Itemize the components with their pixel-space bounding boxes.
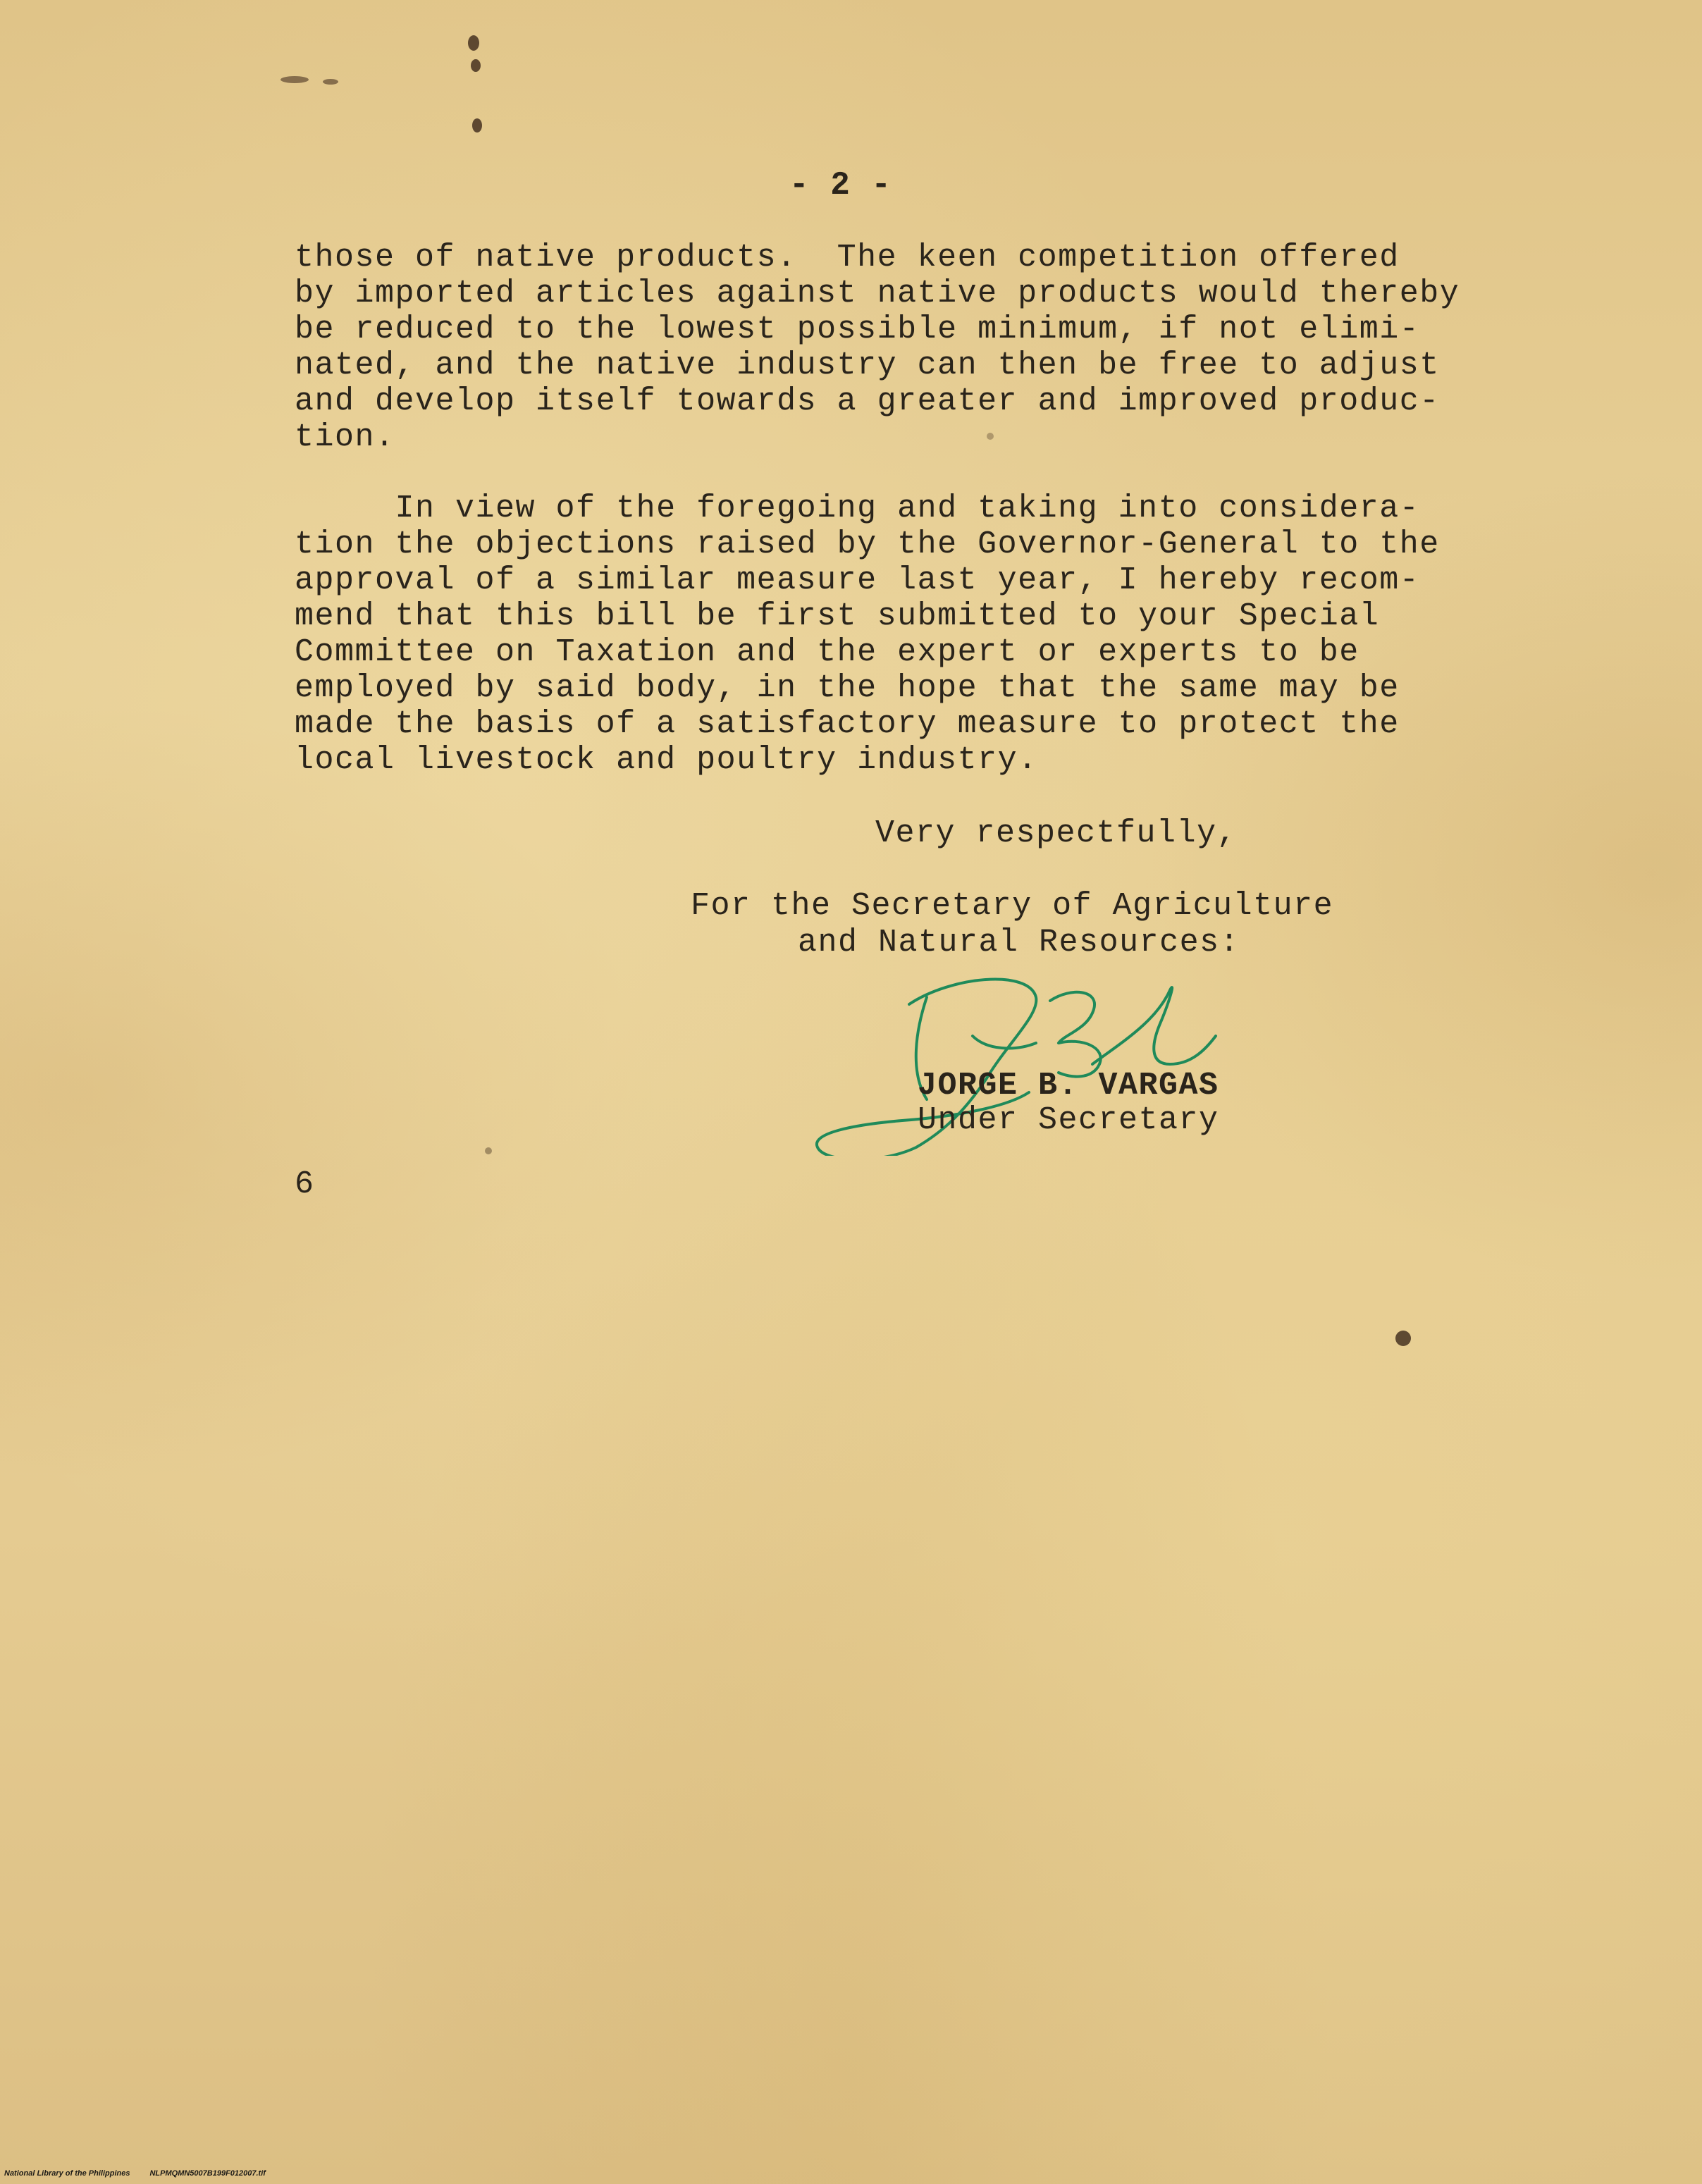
on-behalf-line-1: For the Secretary of Agriculture — [691, 888, 1334, 924]
on-behalf-line-2: and Natural Resources: — [798, 925, 1240, 961]
signer-title: Under Secretary — [918, 1102, 1219, 1138]
archive-footer — [4, 2169, 266, 2178]
ink-spot — [1395, 1331, 1411, 1346]
ink-spot — [472, 118, 482, 132]
text-line: local livestock and poultry industry. — [295, 742, 1038, 778]
text-line: In view of the foregoing and taking into considera- — [295, 491, 1420, 526]
text-line: those of native products. The keen competition offered — [295, 240, 1400, 276]
text-line: and develop itself towards a greater and improved produc- — [295, 383, 1440, 419]
ink-spot — [471, 59, 481, 72]
reference-mark: 6 — [295, 1166, 315, 1202]
file-identifier: NLPMQMN5007B199F012007.tif — [149, 2169, 266, 2178]
text-line: be reduced to the lowest possible minimum, if not elimi- — [295, 311, 1420, 347]
body-paragraph-2 — [295, 491, 1440, 778]
text-line: approval of a similar measure last year, I hereby recom- — [295, 562, 1420, 598]
text-line: Committee on Taxation and the expert or experts to be — [295, 634, 1359, 670]
ink-spot — [323, 79, 338, 85]
library-credit: National Library of the Philippines — [4, 2169, 130, 2178]
closing-salutation: Very respectfully, — [875, 815, 1238, 851]
text-line: nated, and the native industry can then be free to adjust — [295, 347, 1440, 383]
ink-spot — [485, 1147, 492, 1154]
signer-name: JORGE B. VARGAS — [918, 1068, 1219, 1104]
text-line: mend that this bill be first submitted to your Special — [295, 598, 1380, 634]
body-paragraph-1 — [295, 240, 1460, 455]
text-line: made the basis of a satisfactory measure to protect the — [295, 706, 1400, 742]
text-line: tion. — [295, 419, 395, 455]
ink-spot — [468, 35, 479, 51]
page-number: - 2 - — [789, 167, 892, 204]
text-line: employed by said body, in the hope that the same may be — [295, 670, 1400, 706]
text-line: tion the objections raised by the Governor-General to the — [295, 526, 1440, 562]
text-line: by imported articles against native products would thereby — [295, 276, 1460, 311]
ink-spot — [280, 76, 309, 83]
